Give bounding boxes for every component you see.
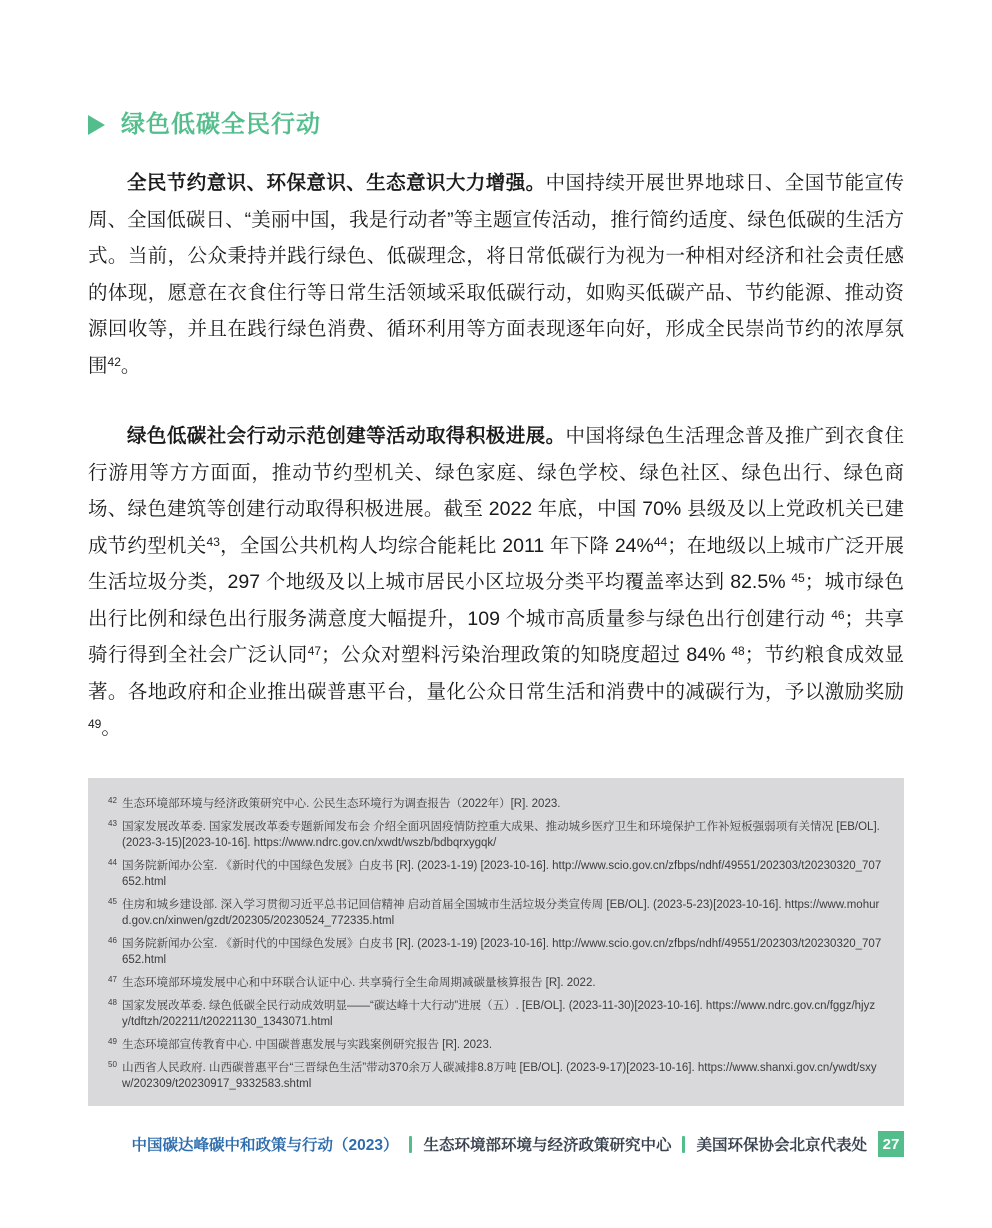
- section-title: 绿色低碳全民行动: [121, 111, 321, 138]
- footnote-item: [108, 1060, 882, 1092]
- footnote-text: 住房和城乡建设部. 深入学习贯彻习近平总书记回信精神 启动首届全国城市生活垃圾分类宣传周 [EB/OL]. (2023-5-23)[2023-10-16]. https://www.mohurd.gov.cn/xinwen/gzdt/202305/20230524_772335.html: [118, 899, 880, 927]
- footnote-item: [108, 1037, 882, 1053]
- footnote-number: 48: [108, 998, 117, 1007]
- footnote-text: 生态环境部环境发展中心和中环联合认证中心. 共享骑行全生命周期减碳量核算报告 [R]. 2022.: [118, 977, 596, 989]
- footnote-number: 50: [108, 1060, 117, 1069]
- footnote-number: 44: [108, 858, 117, 867]
- paragraph-text: 。: [120, 354, 141, 377]
- paragraph-text: 中国将绿色生活理念普及推广到衣食住行游用等方方面面，推动节约型机关、绿色家庭、绿色学校、绿色社区、绿色出行、绿色商场、绿色建筑等创建行动取得积极进展。截至 2022 年底，中国 70% 县级及以上党政机关已建成节约型机关: [88, 425, 904, 557]
- footer-org-2: 美国环保协会北京代表处: [696, 1137, 867, 1154]
- footnote-reference: 49: [88, 717, 102, 732]
- footnote-item: [108, 936, 882, 968]
- footnotes-panel: [88, 778, 904, 1106]
- footnote-item: [108, 819, 882, 851]
- paragraph-text: ；共享骑行得到全社会广泛认同: [88, 607, 904, 667]
- footnote-number: 47: [108, 975, 117, 984]
- footnote-reference: 43: [206, 534, 220, 549]
- footnote-number: 46: [108, 936, 117, 945]
- page-footer: [88, 1130, 904, 1158]
- paragraph-text: ；节约粮食成效显著。各地政府和企业推出碳普惠平台，量化公众日常生活和消费中的减碳行为，予以激励奖励: [88, 644, 904, 703]
- body-paragraph-1: [88, 165, 904, 384]
- footnote-text: 山西省人民政府. 山西碳普惠平台“三晋绿色生活”带动370余万人碳减排8.8万吨 [EB/OL]. (2023-9-17)[2023-10-16]. https://www.shanxi.gov.cn/ywdt/sxyw/202309/t20230917_9332583.shtml: [118, 1062, 877, 1090]
- footer-separator: [409, 1136, 412, 1153]
- footnote-reference: 45: [791, 571, 805, 586]
- footnote-text: 国家发展改革委. 绿色低碳全民行动成效明显——“碳达峰十大行动”进展（五）. [EB/OL]. (2023-11-30)[2023-10-16]. https://www.ndrc.gov.cn/fggz/hjyzy/tdftzh/202211/t20221130_1343071.html: [118, 1000, 876, 1028]
- footnote-text: 国务院新闻办公室. 《新时代的中国绿色发展》白皮书 [R]. (2023-1-19) [2023-10-16]. http://www.scio.gov.cn/zfbps/ndhf/49551/202303/t20230320_707652.html: [118, 860, 882, 888]
- footnote-reference: 42: [107, 354, 121, 369]
- footnote-reference: 48: [731, 644, 745, 659]
- footnote-number: 43: [108, 819, 117, 828]
- footnote-text: 国务院新闻办公室. 《新时代的中国绿色发展》白皮书 [R]. (2023-1-19) [2023-10-16]. http://www.scio.gov.cn/zfbps/ndhf/49551/202303/t20230320_707652.html: [118, 938, 882, 966]
- footer-separator: [682, 1136, 685, 1153]
- footnote-number: 49: [108, 1037, 117, 1046]
- page-content: [88, 0, 904, 747]
- footnote-item: [108, 858, 882, 890]
- section-heading: [88, 112, 904, 138]
- paragraph-text: ，全国公共机构人均综合能耗比 2011 年下降 24%: [219, 534, 654, 557]
- footnote-number: 42: [108, 796, 117, 805]
- paragraph-text: ；城市绿色出行比例和绿色出行服务满意度大幅提升，109 个城市高质量参与绿色出行创建行动: [88, 571, 904, 630]
- footnote-number: 45: [108, 897, 117, 906]
- paragraph-text: ；公众对塑料污染治理政策的知晓度超过 84%: [321, 644, 732, 667]
- section-marker-triangle-icon: [88, 115, 105, 135]
- footnote-reference: 44: [653, 534, 668, 549]
- footnote-text: 生态环境部环境与经济政策研究中心. 公民生态环境行为调查报告（2022年）[R]. 2023.: [118, 798, 561, 810]
- footnote-text: 生态环境部宣传教育中心. 中国碳普惠发展与实践案例研究报告 [R]. 2023.: [118, 1039, 493, 1051]
- footnote-text: 国家发展改革委. 国家发展改革委专题新闻发布会 介绍全面巩固疫情防控重大成果、推动城乡医疗卫生和环境保护工作补短板强弱项有关情况 [EB/OL]. (2023-3-15)[2023-10-16]. https://www.ndrc.gov.cn/xwdt/wszb/bdbqrxygqk/: [118, 821, 880, 849]
- paragraph-text: 。: [101, 717, 121, 740]
- footnote-item: [108, 897, 882, 929]
- paragraph-text: 中国持续开展世界地球日、全国节能宣传周、全国低碳日、“美丽中国，我是行动者”等主题宣传活动，推行简约适度、绿色低碳的生活方式。当前，公众秉持并践行绿色、低碳理念，将日常低碳行为视为一种相对经济和社会责任感的体现，愿意在衣食住行等日常生活领域采取低碳行动，如购买低碳产品、节约能源、推动资源回收等，并且在践行绿色消费、循环利用等方面表现逐年向好，形成全民崇尚节约的浓厚氛围: [88, 172, 904, 377]
- page-number-badge: 27: [878, 1131, 904, 1157]
- footnote-reference: 47: [307, 644, 322, 659]
- paragraph-lead-in: 全民节约意识、环保意识、生态意识大力增强。: [127, 172, 546, 195]
- footer-org-1: 生态环境部环境与经济政策研究中心: [423, 1137, 672, 1154]
- footnote-item: [108, 796, 882, 812]
- footnote-item: [108, 998, 882, 1030]
- footnote-reference: 46: [831, 607, 845, 622]
- paragraph-lead-in: 绿色低碳社会行动示范创建等活动取得积极进展。: [127, 425, 566, 448]
- paragraph-text: ；在地级以上城市广泛开展生活垃圾分类，297 个地级及以上城市居民小区垃圾分类平均覆盖率达到 82.5%: [88, 534, 904, 594]
- footer-doc-title: 中国碳达峰碳中和政策与行动（2023）: [131, 1137, 399, 1154]
- footnote-item: [108, 975, 882, 991]
- body-paragraph-2: [88, 418, 904, 747]
